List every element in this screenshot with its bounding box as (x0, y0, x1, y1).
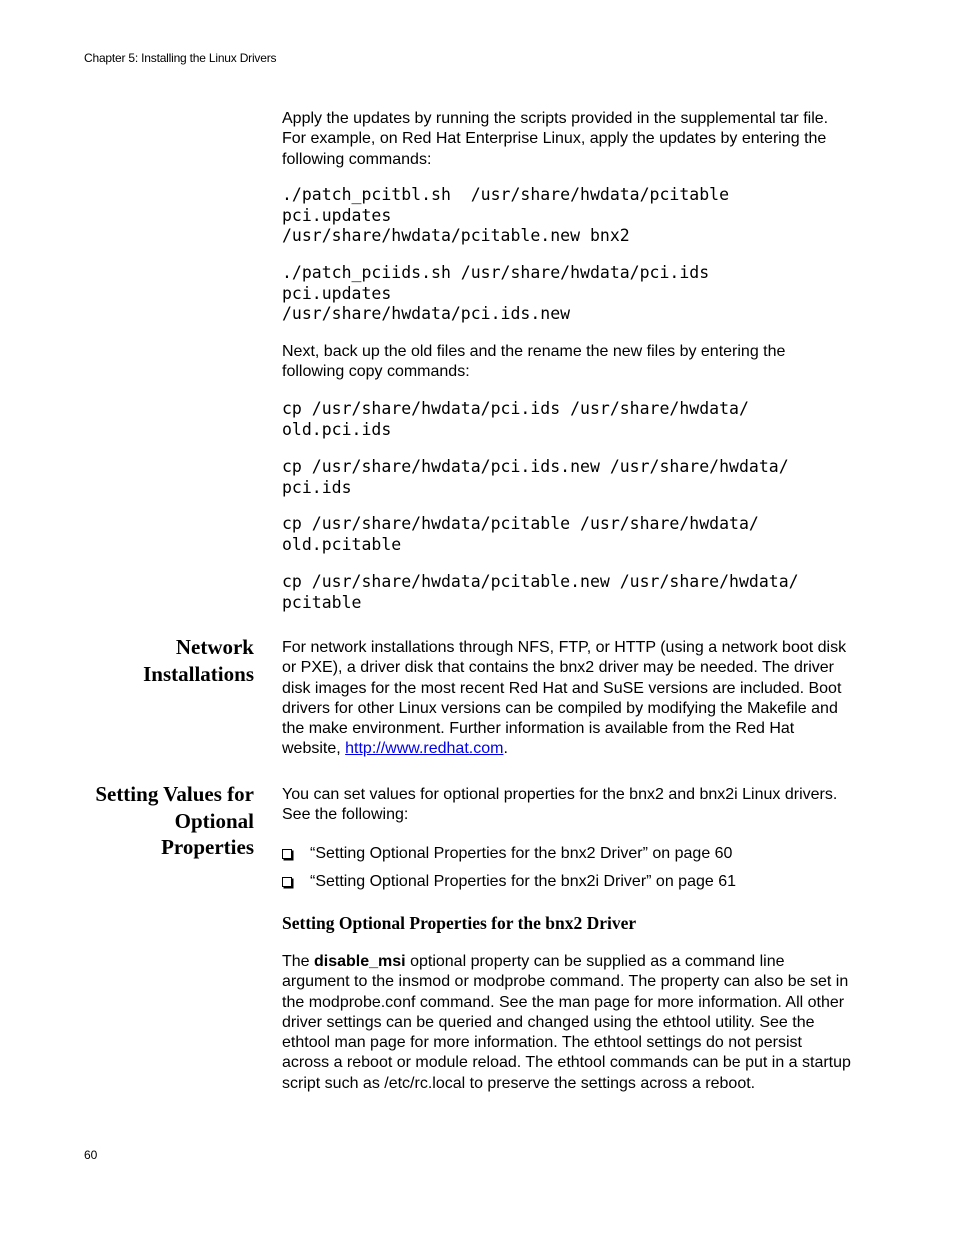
patch-pciids-command: ./patch_pciids.sh /usr/share/hwdata/pci.ids pci.updates /usr/share/hwdata/pci.ids.new (282, 263, 710, 323)
checkbox-bullet-icon (282, 849, 292, 859)
heading-line: Setting Values for (95, 782, 254, 806)
copy-command-pci-ids-new: cp /usr/share/hwdata/pci.ids.new /usr/share/hwdata/ pci.ids (282, 457, 789, 497)
apply-updates-paragraph: Apply the updates by running the scripts provided in the supplemental tar file. For example, on Red Hat Enterprise Linux, apply the updates by entering the following commands: (282, 110, 829, 168)
disable-msi-term: disable_msi (314, 953, 406, 970)
body-text: optional property can be supplied as a command line argument to the insmod or modprobe command. The property can also be set in the modprobe.conf command. See the man page for more information. All other driver settings can be queried and changed using the ethtool utility. See the ethtool man page for more information. The ethtool settings do not persist across a reboot or module reload. The ethtool commands can be put in a startup script such as /etc/rc.local to preserve the settings across a reboot. (282, 953, 851, 1092)
copy-command-pcitable-new: cp /usr/share/hwdata/pcitable.new /usr/share/hwdata/ pcitable (282, 572, 799, 612)
setting-values-paragraph: You can set values for optional properties for the bnx2 and bnx2i Linux drivers. See the following: (282, 786, 838, 824)
heading-line: Optional (174, 808, 254, 833)
heading-line: Network (175, 635, 254, 659)
cross-reference-bnx2[interactable]: “Setting Optional Properties for the bnx2 Driver” on page 60 (310, 845, 733, 862)
network-installations-paragraph (282, 638, 852, 760)
sentence-period: . (503, 740, 508, 758)
running-header: Chapter 5: Installing the Linux Drivers (84, 51, 277, 65)
setting-values-heading (54, 781, 254, 861)
bnx2-properties-heading: Setting Optional Properties for the bnx2 Driver (282, 913, 637, 933)
checkbox-bullet-icon (282, 877, 292, 887)
backup-paragraph: Next, back up the old files and the rename the new files by entering the following copy commands: (282, 343, 786, 381)
copy-command-pci-ids: cp /usr/share/hwdata/pci.ids /usr/share/hwdata/ old.pci.ids (282, 399, 749, 439)
redhat-website-link[interactable]: http://www.redhat.com (345, 740, 504, 758)
cross-reference-bnx2i[interactable]: “Setting Optional Properties for the bnx2i Driver” on page 61 (310, 873, 737, 890)
copy-command-pcitable: cp /usr/share/hwdata/pcitable /usr/share/hwdata/ old.pcitable (282, 514, 759, 554)
network-installations-heading (54, 634, 254, 687)
heading-line: Properties (161, 835, 254, 859)
bnx2-properties-paragraph (282, 952, 852, 1094)
body-prefix: The (282, 953, 315, 970)
patch-pcitbl-command: ./patch_pcitbl.sh /usr/share/hwdata/pcitable pci.updates /usr/share/hwdata/pcitable.new bnx2 (282, 185, 730, 245)
network-installations-text: For network installations through NFS, FTP, or HTTP (using a network boot disk or PXE), a driver disk that contains the bnx2 driver may be needed. The driver disk images for the most recent Red Hat and SuSE versions are included. Boot drivers for other Linux versions can be compiled by modifying the Makefile and the make environment. Further information is available from the Red Hat website, (282, 639, 847, 758)
heading-line: Installations (143, 661, 254, 686)
page-number: 60 (84, 1148, 98, 1162)
